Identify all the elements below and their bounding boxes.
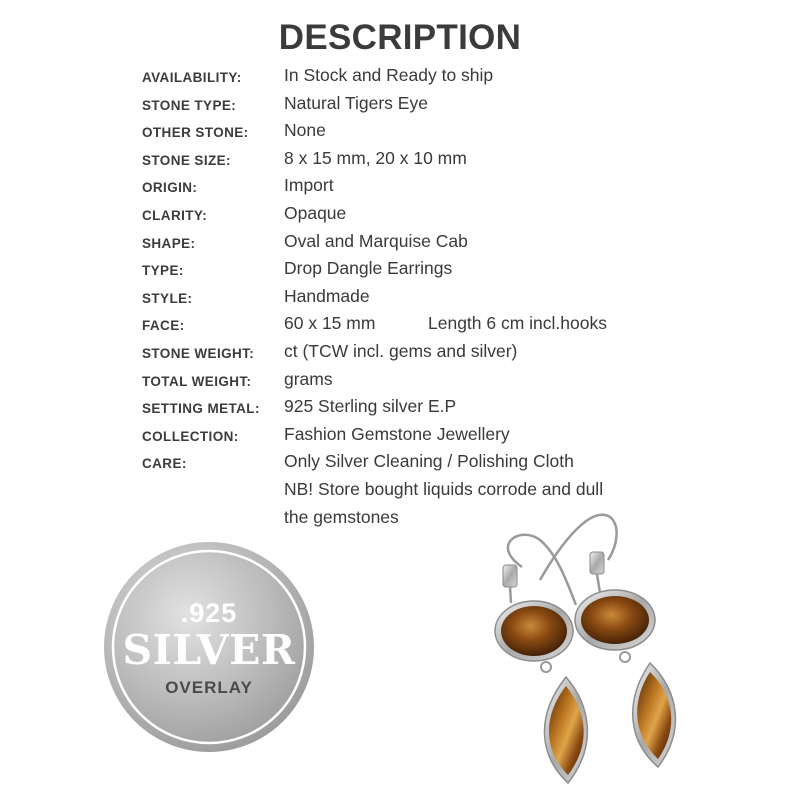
left-earring [495,535,587,783]
spec-row-stone-weight [142,340,702,368]
right-jump-ring [620,652,630,662]
spec-row-clarity [142,202,702,230]
spec-value: 925 Sterling silver E.P [284,396,457,417]
spec-list [142,64,702,528]
spec-value-length: Length 6 cm incl.hooks [428,313,607,334]
spec-label: CLARITY: [142,207,208,223]
spec-row-style [142,285,702,313]
spec-label: STYLE: [142,290,193,306]
spec-row-type [142,257,702,285]
spec-value: Drop Dangle Earrings [284,258,453,279]
spec-label: STONE SIZE: [142,152,231,168]
spec-value: Oval and Marquise Cab [284,230,468,251]
spec-row-face [142,312,702,340]
spec-label: OTHER STONE: [142,125,249,141]
spec-label: TOTAL WEIGHT: [142,373,252,389]
left-hook-wire [508,535,576,605]
left-hook-coil [503,565,517,587]
spec-value: Handmade [284,285,370,306]
seal-silver-text: SILVER [122,626,296,674]
spec-label: FACE: [142,318,185,334]
spec-label: STONE WEIGHT: [142,345,255,361]
spec-row-availability [142,64,702,92]
spec-value-note-line-2: the gemstones [284,507,399,528]
spec-value: 8 x 15 mm, 20 x 10 mm [284,147,467,168]
spec-value: 60 x 15 mm [284,313,376,334]
spec-value: Natural Tigers Eye [284,92,428,113]
seal-purity-text: .925 [180,598,238,628]
spec-row-stone-type [142,92,702,120]
spec-value: In Stock and Ready to ship [284,65,494,85]
right-hook-coil [590,552,604,574]
spec-row-collection [142,423,702,451]
spec-row-total-weight [142,368,702,396]
spec-label: SHAPE: [142,235,196,251]
spec-label: AVAILABILITY: [142,70,242,85]
left-oval-tigers-eye [501,606,567,656]
spec-value: Fashion Gemstone Jewellery [284,423,510,444]
spec-value: Opaque [284,202,347,223]
spec-label: CARE: [142,456,187,472]
spec-value: Only Silver Cleaning / Polishing Cloth [284,451,574,472]
left-hook-link [510,587,511,603]
spec-row-stone-size [142,147,702,175]
spec-label: ORIGIN: [142,180,198,196]
spec-value: grams [284,368,333,389]
spec-label: TYPE: [142,263,184,279]
spec-value: Import [284,175,334,196]
spec-value: ct (TCW incl. gems and silver) [284,340,518,361]
right-hook-wire [540,515,617,580]
spec-row-setting-metal [142,395,702,423]
spec-row-origin [142,174,702,202]
page-title: DESCRIPTION [278,18,522,57]
right-oval-tigers-eye [581,596,649,644]
right-hook-link [597,574,600,593]
spec-label: COLLECTION: [142,428,239,444]
spec-row-other-stone [142,119,702,147]
seal-overlay-text: OVERLAY [165,678,253,697]
spec-row-care [142,450,702,528]
left-jump-ring [541,662,551,672]
earrings-product-image [480,505,720,795]
spec-label: SETTING METAL: [142,401,260,417]
spec-label: STONE TYPE: [142,97,237,113]
spec-value-note-line-1: NB! Store bought liquids corrode and dull [284,479,604,500]
spec-value: None [284,120,326,141]
spec-row-shape [142,230,702,258]
